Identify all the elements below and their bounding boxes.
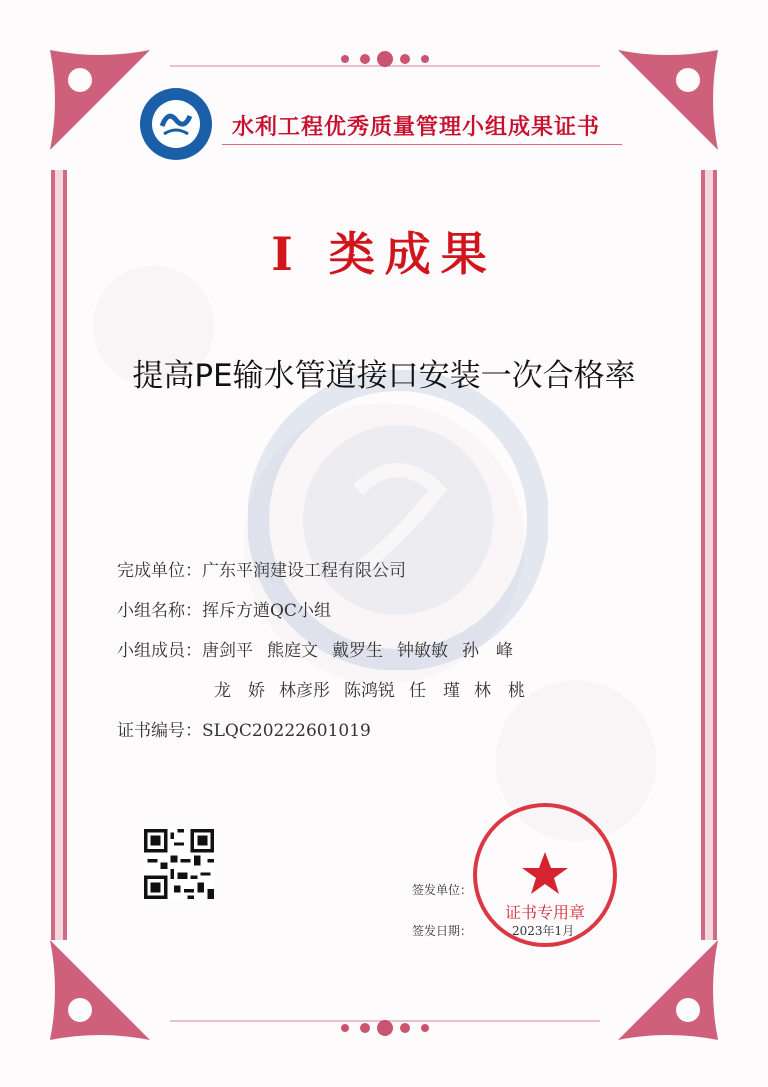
members-row-1	[117, 636, 527, 661]
member-name: 陈鸿锐	[344, 681, 395, 701]
qr-code	[144, 829, 214, 899]
association-logo	[138, 86, 214, 162]
award-grade: I 类成果	[271, 227, 497, 281]
right-border-ornament	[698, 170, 720, 940]
bottom-border-ornament	[170, 1017, 600, 1039]
official-seal	[470, 800, 620, 950]
svg-text:证书专用章: 证书专用章	[504, 903, 586, 922]
issuer-label: 签发单位：	[412, 883, 473, 897]
group-value: 挥斥方遒QC小组	[202, 601, 331, 621]
watermark-emblem	[248, 370, 548, 670]
issue-date-label: 签发日期：	[412, 924, 473, 938]
member-name: 林彦彤	[279, 681, 330, 701]
corner-ornament-bottom-left	[40, 930, 160, 1050]
group-row	[117, 596, 331, 621]
member-name: 任 瑾	[409, 681, 460, 701]
corner-ornament-top-right	[608, 40, 728, 160]
issue-date-value: 2023年1月	[512, 924, 575, 938]
certificate-heading: 水利工程优秀质量管理小组成果证书	[232, 114, 601, 140]
member-name: 龙 娇	[214, 681, 265, 701]
cert-number-value: SLQC20222601019	[202, 721, 371, 741]
project-title: 提高PE输水管道接口安装一次合格率	[132, 358, 636, 394]
member-name: 孙 峰	[462, 641, 513, 661]
cert-number-label: 证书编号：	[117, 721, 202, 741]
corner-ornament-bottom-right	[608, 930, 728, 1050]
member-name: 林 桃	[474, 681, 525, 701]
unit-label: 完成单位：	[117, 561, 202, 581]
unit-value: 广东平润建设工程有限公司	[202, 561, 406, 581]
group-label: 小组名称：	[117, 601, 202, 621]
heading-underline	[222, 144, 622, 145]
left-border-ornament	[48, 170, 70, 940]
member-name: 熊庭文	[267, 641, 318, 661]
members-row-2	[214, 676, 539, 701]
member-name: 戴罗生	[332, 641, 383, 661]
top-border-ornament	[170, 48, 600, 70]
member-name: 钟敏敏	[397, 641, 448, 661]
members-label: 小组成员：	[117, 641, 202, 661]
unit-row	[117, 556, 406, 581]
issuer-row	[412, 881, 472, 898]
member-name: 唐剑平	[202, 641, 253, 661]
cert-number-row	[117, 716, 371, 741]
